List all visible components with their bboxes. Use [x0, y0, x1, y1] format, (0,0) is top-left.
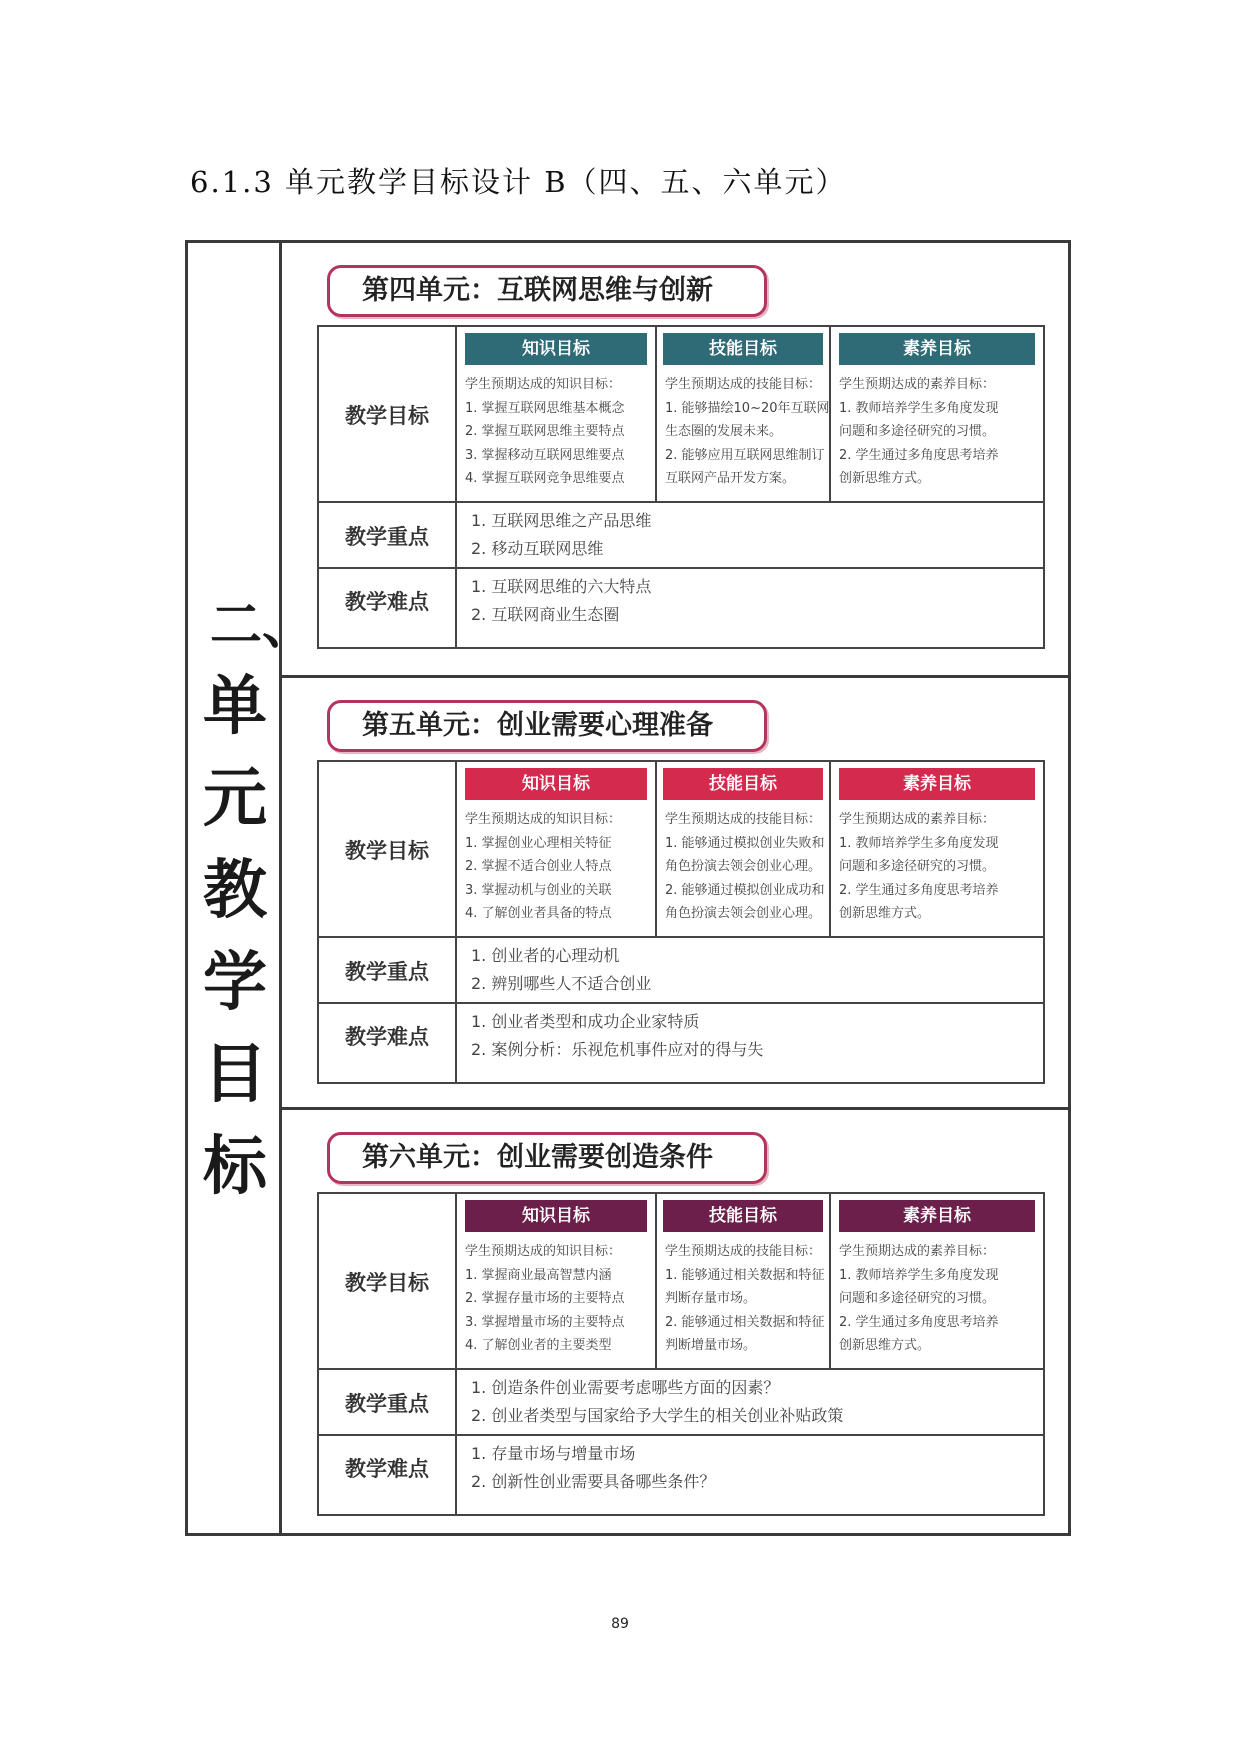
difficulty-item: 1. 创业者类型和成功企业家特质: [471, 1012, 700, 1031]
goal-line: 3. 掌握增量市场的主要特点: [465, 1314, 625, 1330]
goal-line: 角色扮演去领会创业心理。: [665, 859, 822, 874]
goal-column-knowledge: [457, 762, 655, 936]
row-label-key-points: 教学重点: [345, 959, 429, 984]
key-points-list: [471, 942, 651, 998]
key-point-item: 1. 创业者的心理动机: [471, 946, 620, 965]
key-point-item: 2. 辨别哪些人不适合创业: [471, 974, 652, 993]
row-label-key-points: 教学重点: [345, 524, 429, 549]
goal-column-quality: [831, 327, 1043, 501]
goal-header-badge: 素养目标: [839, 333, 1035, 365]
goal-line: 1. 能够通过相关数据和特征: [665, 1267, 825, 1283]
unit-section: [282, 243, 1068, 675]
goal-line: 4. 掌握互联网竞争思维要点: [465, 471, 625, 486]
goal-text: [457, 1232, 655, 1358]
goal-line: 3. 掌握移动互联网思维要点: [465, 447, 625, 463]
row-divider: [319, 501, 1043, 503]
goal-line: 学生预期达成的素养目标：: [839, 377, 996, 392]
goal-line: 学生预期达成的素养目标：: [839, 1244, 996, 1259]
goal-line: 学生预期达成的知识目标：: [465, 1244, 622, 1259]
goal-line: 2. 学生通过多角度思考培养: [839, 447, 999, 463]
goal-line: 学生预期达成的素养目标：: [839, 812, 996, 827]
section-heading: 6.1.3 单元教学目标设计 B（四、五、六单元）: [190, 165, 847, 199]
goal-line: 4. 了解创业者具备的特点: [465, 906, 612, 921]
goal-header-badge: 技能目标: [663, 333, 823, 365]
key-points-list: [471, 1374, 843, 1430]
row-divider: [319, 936, 1043, 938]
goal-column-knowledge: [457, 327, 655, 501]
row-label-goals: 教学目标: [345, 1270, 429, 1295]
key-point-item: 2. 移动互联网思维: [471, 539, 604, 558]
goal-line: 1. 掌握商业最高智慧内涵: [465, 1267, 612, 1283]
goal-line: 生态圈的发展未来。: [665, 424, 783, 439]
goal-line: 2. 掌握不适合创业人特点: [465, 859, 612, 874]
goal-line: 2. 学生通过多角度思考培养: [839, 1314, 999, 1330]
goal-line: 3. 掌握动机与创业的关联: [465, 882, 612, 898]
page-number: 89: [611, 1616, 629, 1632]
goal-line: 1. 能够通过模拟创业失败和: [665, 835, 825, 851]
row-label-goals: 教学目标: [345, 838, 429, 863]
goal-header-badge: 素养目标: [839, 768, 1035, 800]
goal-header-badge: 素养目标: [839, 1200, 1035, 1232]
goal-line: 互联网产品开发方案。: [665, 471, 796, 486]
goal-column-quality: [831, 762, 1043, 936]
goal-text: [657, 1232, 829, 1358]
row-divider: [319, 567, 1043, 569]
goal-column-skill: [655, 327, 831, 501]
row-divider: [319, 1368, 1043, 1370]
goal-header-badge: 技能目标: [663, 1200, 823, 1232]
side-title-char: 元: [203, 761, 267, 836]
goal-line: 创新思维方式。: [839, 471, 931, 486]
goal-line: 4. 了解创业者的主要类型: [465, 1338, 612, 1353]
goal-column-skill: [655, 762, 831, 936]
goal-line: 问题和多途径研究的习惯。: [839, 424, 996, 439]
goal-header-badge: 知识目标: [465, 1200, 647, 1232]
goal-column-quality: [831, 1194, 1043, 1368]
row-divider: [319, 1002, 1043, 1004]
goal-text: [831, 1232, 1043, 1358]
row-label-column: [319, 762, 457, 1082]
goal-header-badge: 技能目标: [663, 768, 823, 800]
row-label-difficulties: 教学难点: [345, 589, 429, 614]
difficulty-item: 2. 案例分析：乐视危机事件应对的得与失: [471, 1040, 764, 1059]
goal-line: 问题和多途径研究的习惯。: [839, 859, 996, 874]
difficulty-item: 2. 创新性创业需要具备哪些条件？: [471, 1472, 716, 1491]
goal-header-badge: 知识目标: [465, 768, 647, 800]
goal-line: 学生预期达成的知识目标：: [465, 377, 622, 392]
goal-line: 角色扮演去领会创业心理。: [665, 906, 822, 921]
difficulty-item: 2. 互联网商业生态圈: [471, 605, 620, 624]
side-title-char: 标: [203, 1129, 267, 1204]
goal-line: 创新思维方式。: [839, 1338, 931, 1353]
goal-text: [457, 365, 655, 491]
goal-header-badge: 知识目标: [465, 333, 647, 365]
difficulties-list: [471, 1008, 763, 1064]
goal-line: 2. 学生通过多角度思考培养: [839, 882, 999, 898]
goal-line: 学生预期达成的技能目标：: [665, 812, 822, 827]
key-point-item: 1. 创造条件创业需要考虑哪些方面的因素？: [471, 1378, 780, 1397]
goal-column-knowledge: [457, 1194, 655, 1368]
goal-text: [831, 365, 1043, 491]
unit-title: 第五单元：创业需要心理准备: [327, 700, 767, 752]
goal-line: 1. 教师培养学生多角度发现: [839, 835, 999, 851]
goal-line: 1. 掌握互联网思维基本概念: [465, 400, 625, 416]
difficulties-list: [471, 573, 651, 629]
side-title-char: 单: [203, 669, 267, 744]
goal-line: 判断存量市场。: [665, 1291, 757, 1306]
key-point-item: 1. 互联网思维之产品思维: [471, 511, 652, 530]
goal-line: 2. 掌握互联网思维主要特点: [465, 424, 625, 439]
unit-goal-grid: [317, 760, 1045, 1084]
difficulty-item: 1. 存量市场与增量市场: [471, 1444, 636, 1463]
goal-line: 创新思维方式。: [839, 906, 931, 921]
side-title-number: 二、: [210, 595, 315, 656]
goal-line: 问题和多途径研究的习惯。: [839, 1291, 996, 1306]
unit-goal-grid: [317, 1192, 1045, 1516]
goal-line: 2. 能够通过相关数据和特征: [665, 1314, 825, 1330]
goal-line: 1. 教师培养学生多角度发现: [839, 1267, 999, 1283]
row-divider: [319, 1434, 1043, 1436]
unit-goal-grid: [317, 325, 1045, 649]
unit-section: [282, 1107, 1068, 1542]
difficulties-list: [471, 1440, 715, 1496]
goal-line: 2. 能够通过模拟创业成功和: [665, 882, 825, 898]
side-title-char: 学: [203, 945, 267, 1020]
goal-line: 判断增量市场。: [665, 1338, 757, 1353]
goal-column-skill: [655, 1194, 831, 1368]
unit-title: 第四单元：互联网思维与创新: [327, 265, 767, 317]
unit-section: [282, 675, 1068, 1110]
goal-line: 1. 能够描绘10~20年互联网: [665, 400, 830, 416]
goal-text: [457, 800, 655, 926]
side-title-chars: [200, 661, 270, 1213]
goal-line: 2. 掌握存量市场的主要特点: [465, 1291, 625, 1306]
goal-text: [657, 365, 829, 491]
unit-goals-table: [185, 240, 1071, 1536]
unit-title: 第六单元：创业需要创造条件: [327, 1132, 767, 1184]
key-point-item: 2. 创业者类型与国家给予大学生的相关创业补贴政策: [471, 1406, 844, 1425]
goal-line: 学生预期达成的技能目标：: [665, 1244, 822, 1259]
side-title-column: [188, 243, 315, 1533]
side-title-char: 目: [203, 1037, 267, 1112]
goal-text: [657, 800, 829, 926]
row-label-difficulties: 教学难点: [345, 1456, 429, 1481]
row-label-key-points: 教学重点: [345, 1391, 429, 1416]
row-label-column: [319, 327, 457, 647]
goal-line: 学生预期达成的知识目标：: [465, 812, 622, 827]
row-label-goals: 教学目标: [345, 403, 429, 428]
key-points-list: [471, 507, 651, 563]
goal-line: 学生预期达成的技能目标：: [665, 377, 822, 392]
row-label-column: [319, 1194, 457, 1514]
goal-line: 2. 能够应用互联网思维制订: [665, 447, 825, 463]
side-title-char: 教: [203, 853, 267, 928]
goal-line: 1. 掌握创业心理相关特征: [465, 835, 612, 851]
difficulty-item: 1. 互联网思维的六大特点: [471, 577, 652, 596]
row-label-difficulties: 教学难点: [345, 1024, 429, 1049]
goal-line: 1. 教师培养学生多角度发现: [839, 400, 999, 416]
goal-text: [831, 800, 1043, 926]
